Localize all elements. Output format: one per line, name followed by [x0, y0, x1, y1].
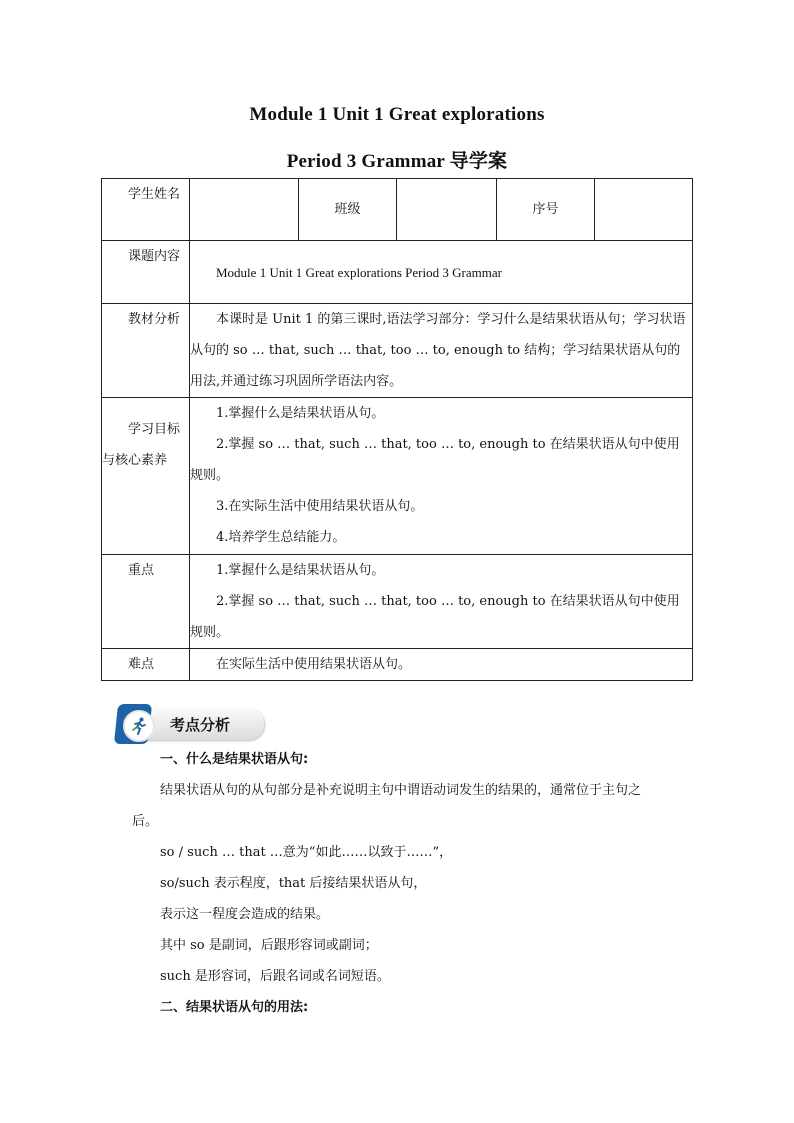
difficulty-text: 在实际生活中使用结果状语从句。	[190, 649, 693, 681]
table-row	[102, 649, 693, 681]
difficulty-label: 难点	[102, 649, 190, 681]
lesson-info-table	[101, 178, 693, 681]
goals-list	[190, 398, 693, 555]
document-subtitle: Period 3 Grammar 导学案	[286, 151, 508, 172]
text-line: so/such 表示程度，that 后接结果状语从句，	[160, 876, 427, 891]
analysis-content	[132, 744, 672, 1023]
list-item: 2.掌握 so … that, such … that, too … to, enough to 在结果状语从句中使用规则。	[190, 437, 680, 483]
section-header	[114, 702, 270, 746]
class-label: 班级	[299, 179, 397, 241]
seq-label: 序号	[497, 179, 595, 241]
seq-value	[595, 179, 693, 241]
student-name-label: 学生姓名	[102, 179, 190, 241]
goals-label: 学习目标与核心素养	[102, 398, 190, 555]
topic-value: Module 1 Unit 1 Great explorations Period 3 Grammar	[190, 241, 693, 304]
student-name-value	[190, 179, 299, 241]
analysis-text: 本课时是 Unit 1 的第三课时,语法学习部分：学习什么是结果状语从句；学习状语从句的 so … that, such … that, too … to, enough to 结构；学习结果状语从句的用法,并通过练习巩固所学语法内容。	[190, 304, 693, 398]
table-row	[102, 304, 693, 398]
table-row	[102, 179, 693, 241]
text-line: 其中 so 是副词，后跟形容词或副词；	[160, 938, 378, 953]
document-title: Module 1 Unit 1 Great explorations	[249, 104, 545, 125]
topic-label: 课题内容	[102, 241, 190, 304]
table-row	[102, 241, 693, 304]
analysis-label: 教材分析	[102, 304, 190, 398]
heading-1: 一、什么是结果状语从句:	[160, 752, 309, 767]
list-item: 2.掌握 so … that, such … that, too … to, enough to 在结果状语从句中使用规则。	[190, 594, 680, 640]
list-item: 3.在实际生活中使用结果状语从句。	[216, 499, 424, 514]
table-row	[102, 398, 693, 555]
text-line: so / such … that …意为“如此……以致于……”，	[160, 845, 453, 860]
key-points-label: 重点	[102, 555, 190, 649]
list-item: 1.掌握什么是结果状语从句。	[216, 563, 385, 578]
heading-2: 二、结果状语从句的用法:	[160, 1000, 309, 1015]
list-item: 4.培养学生总结能力。	[216, 530, 346, 545]
text-line: such 是形容词，后跟名词或名词短语。	[160, 969, 390, 984]
section-label: 考点分析	[170, 716, 231, 734]
key-points-list	[190, 555, 693, 649]
runner-icon	[123, 710, 155, 742]
list-item: 1.掌握什么是结果状语从句。	[216, 406, 385, 421]
text-line: 表示这一程度会造成的结果。	[160, 907, 330, 922]
paragraph: 结果状语从句的从句部分是补充说明主句中谓语动词发生的结果的，通常位于主句之后。	[132, 783, 642, 829]
table-row	[102, 555, 693, 649]
class-value	[397, 179, 497, 241]
